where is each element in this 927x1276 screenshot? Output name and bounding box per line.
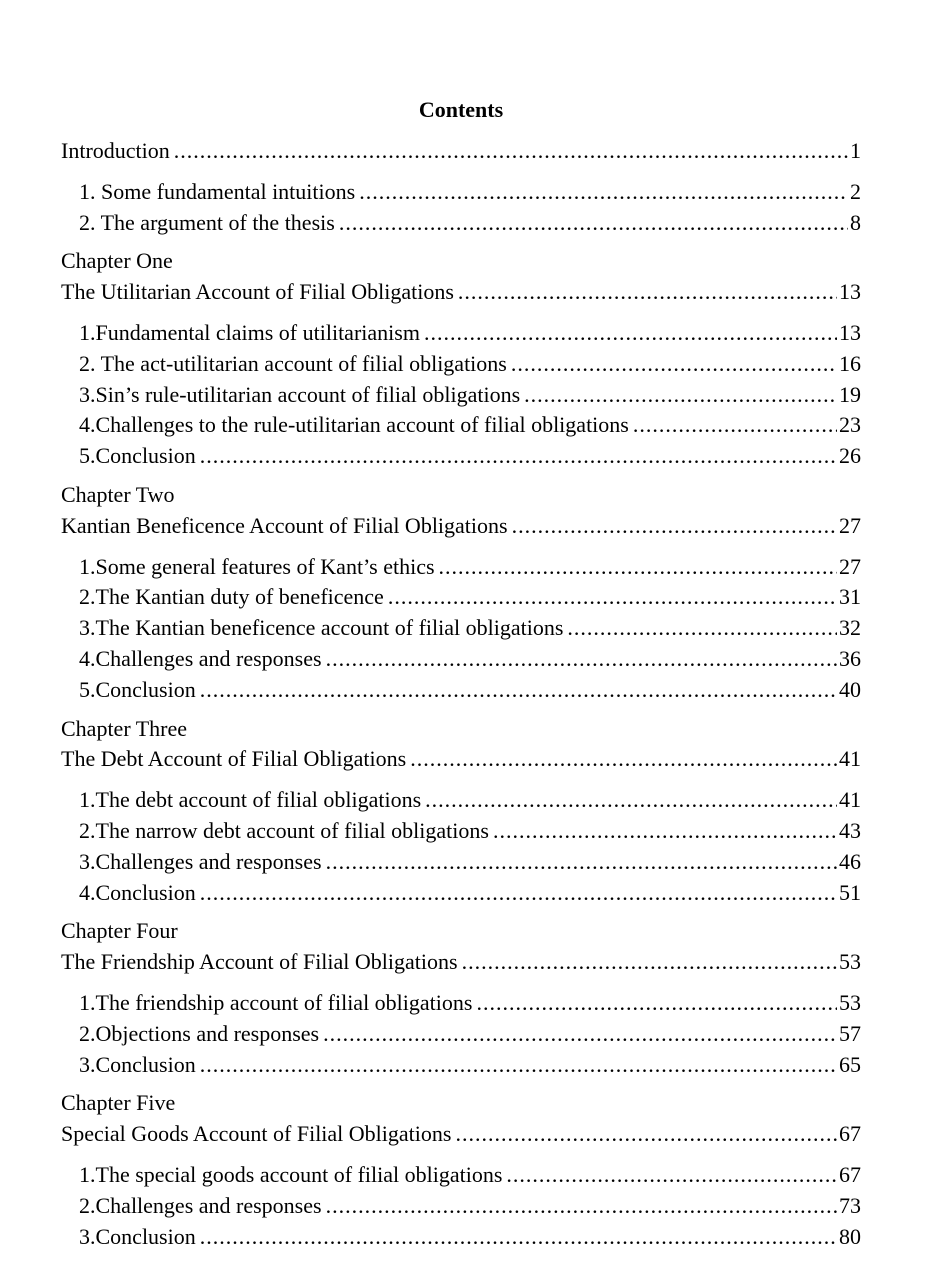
toc-entry-section[interactable] <box>61 582 861 613</box>
dot-leader <box>458 277 837 308</box>
toc-entry-chapter[interactable] <box>61 744 861 775</box>
entry-page-number: 53 <box>839 949 861 975</box>
dot-leader <box>200 1050 837 1081</box>
entry-page-number: 41 <box>839 787 861 813</box>
entry-page-number: 27 <box>839 553 861 579</box>
entry-page-number: 23 <box>839 412 861 438</box>
entry-label: 2. The act-utilitarian account of filial obligations <box>79 350 507 376</box>
entry-page-number: 8 <box>850 209 861 235</box>
toc-entry-chapter[interactable] <box>61 947 861 978</box>
entry-page-number: 57 <box>839 1020 861 1046</box>
entry-page-number: 26 <box>839 443 861 469</box>
dot-leader <box>174 136 848 167</box>
entry-label: 2.Challenges and responses <box>79 1192 322 1218</box>
dot-leader <box>462 947 837 978</box>
entry-label: 2.The narrow debt account of filial obligations <box>79 817 489 843</box>
entry-label: 1. Some fundamental intuitions <box>79 178 356 204</box>
entry-page-number: 2 <box>850 178 861 204</box>
chapter-heading: Chapter Two <box>61 481 175 507</box>
entry-label: The Utilitarian Account of Filial Obligations <box>61 279 454 305</box>
chapter-block <box>61 714 861 909</box>
entry-label: 4.Challenges and responses <box>79 645 322 671</box>
entry-page-number: 43 <box>839 817 861 843</box>
dot-leader <box>506 1160 837 1191</box>
dot-leader <box>524 380 837 411</box>
dot-leader <box>511 349 837 380</box>
entry-label: 3.Sin’s rule-utilitarian account of filial obligations <box>79 381 521 407</box>
entry-page-number: 16 <box>839 350 861 376</box>
dot-leader <box>200 1222 837 1253</box>
toc-entry-section[interactable] <box>61 208 861 239</box>
entry-page-number: 36 <box>839 645 861 671</box>
dot-leader <box>326 847 837 878</box>
dot-leader <box>410 744 837 775</box>
entry-page-number: 13 <box>839 279 861 305</box>
dot-leader <box>567 613 837 644</box>
dot-leader <box>424 318 837 349</box>
toc-entry-section[interactable] <box>61 1019 861 1050</box>
entry-page-number: 80 <box>839 1223 861 1249</box>
entry-label: 3.The Kantian beneficence account of filial obligations <box>79 615 564 641</box>
dot-leader <box>359 177 848 208</box>
chapter-heading: Chapter One <box>61 248 173 274</box>
entry-label: 2. The argument of the thesis <box>79 209 335 235</box>
entry-page-number: 31 <box>839 584 861 610</box>
dot-leader <box>326 644 837 675</box>
toc-entry-section[interactable] <box>61 988 861 1019</box>
chapter-heading: Chapter Four <box>61 918 178 944</box>
dot-leader <box>388 582 837 613</box>
toc-entry-section[interactable] <box>61 380 861 411</box>
entry-page-number: 19 <box>839 381 861 407</box>
toc-entry-section[interactable] <box>61 552 861 583</box>
dot-leader <box>476 988 837 1019</box>
toc-entry-section[interactable] <box>61 785 861 816</box>
chapter-block <box>61 246 861 472</box>
entry-label: 1.Some general features of Kant’s ethics <box>79 553 435 579</box>
toc-entry-section[interactable] <box>61 644 861 675</box>
entry-label: 2.The Kantian duty of beneficence <box>79 584 384 610</box>
toc-entry-section[interactable] <box>61 613 861 644</box>
entry-label: 4.Challenges to the rule-utilitarian account of filial obligations <box>79 412 629 438</box>
entry-label: 5.Conclusion <box>79 676 196 702</box>
page-title: Contents <box>418 97 504 122</box>
dot-leader <box>323 1019 837 1050</box>
dot-leader <box>200 878 837 909</box>
entry-label: 3.Challenges and responses <box>79 848 322 874</box>
entry-label: 1.Fundamental claims of utilitarianism <box>79 319 420 345</box>
dot-leader <box>200 441 837 472</box>
entry-page-number: 32 <box>839 615 861 641</box>
toc-entry-chapter[interactable] <box>61 277 861 308</box>
entry-label: Special Goods Account of Filial Obligations <box>61 1121 452 1147</box>
table-of-contents <box>61 92 861 1252</box>
dot-leader <box>425 785 837 816</box>
toc-entry-section[interactable] <box>61 1160 861 1191</box>
toc-entry-section[interactable] <box>61 878 861 909</box>
toc-entry-chapter[interactable] <box>61 511 861 542</box>
toc-entry-section[interactable] <box>61 675 861 706</box>
entry-label: 3.Conclusion <box>79 1051 196 1077</box>
entry-label: The Debt Account of Filial Obligations <box>61 746 407 772</box>
entry-label: Introduction <box>61 138 170 163</box>
chapter-heading: Chapter Five <box>61 1090 176 1116</box>
toc-entry-section[interactable] <box>61 1222 861 1253</box>
dot-leader <box>339 208 848 239</box>
toc-entry-section[interactable] <box>61 847 861 878</box>
entry-page-number: 53 <box>839 989 861 1015</box>
chapter-block <box>61 1088 861 1252</box>
toc-entry-section[interactable] <box>61 441 861 472</box>
dot-leader <box>326 1191 837 1222</box>
entry-page-number: 51 <box>839 879 861 905</box>
toc-entry-section[interactable] <box>61 349 861 380</box>
entry-page-number: 67 <box>839 1161 861 1187</box>
dot-leader <box>439 552 837 583</box>
entry-label: 1.The friendship account of filial obligations <box>79 989 473 1015</box>
entry-page-number: 13 <box>839 319 861 345</box>
chapter-block <box>61 480 861 706</box>
entry-page-number: 41 <box>839 746 861 772</box>
entry-label: 5.Conclusion <box>79 443 196 469</box>
entry-page-number: 1 <box>850 138 861 163</box>
dot-leader <box>455 1119 837 1150</box>
entry-label: 1.The debt account of filial obligations <box>79 787 422 813</box>
entry-page-number: 65 <box>839 1051 861 1077</box>
toc-entry-chapter[interactable] <box>61 1119 861 1150</box>
chapter-block <box>61 916 861 1080</box>
toc-entry-section[interactable] <box>61 1191 861 1222</box>
entry-label: 2.Objections and responses <box>79 1020 320 1046</box>
entry-page-number: 73 <box>839 1192 861 1218</box>
dot-leader <box>512 511 837 542</box>
chapter-heading: Chapter Three <box>61 715 188 741</box>
entry-label: Kantian Beneficence Account of Filial Obligations <box>61 512 508 538</box>
toc-entry-section[interactable] <box>61 177 861 208</box>
dot-leader <box>493 816 837 847</box>
dot-leader <box>200 675 837 706</box>
entry-page-number: 46 <box>839 848 861 874</box>
entry-page-number: 40 <box>839 676 861 702</box>
toc-entry-section[interactable] <box>61 1050 861 1081</box>
toc-entry-section[interactable] <box>61 318 861 349</box>
entry-page-number: 27 <box>839 512 861 538</box>
toc-entry-introduction[interactable] <box>61 136 861 167</box>
entry-label: 3.Conclusion <box>79 1223 196 1249</box>
entry-label: The Friendship Account of Filial Obligations <box>61 949 458 975</box>
dot-leader <box>633 410 837 441</box>
entry-label: 1.The special goods account of filial obligations <box>79 1161 503 1187</box>
toc-entry-section[interactable] <box>61 816 861 847</box>
entry-label: 4.Conclusion <box>79 879 196 905</box>
toc-entry-section[interactable] <box>61 410 861 441</box>
entry-page-number: 67 <box>839 1121 861 1147</box>
